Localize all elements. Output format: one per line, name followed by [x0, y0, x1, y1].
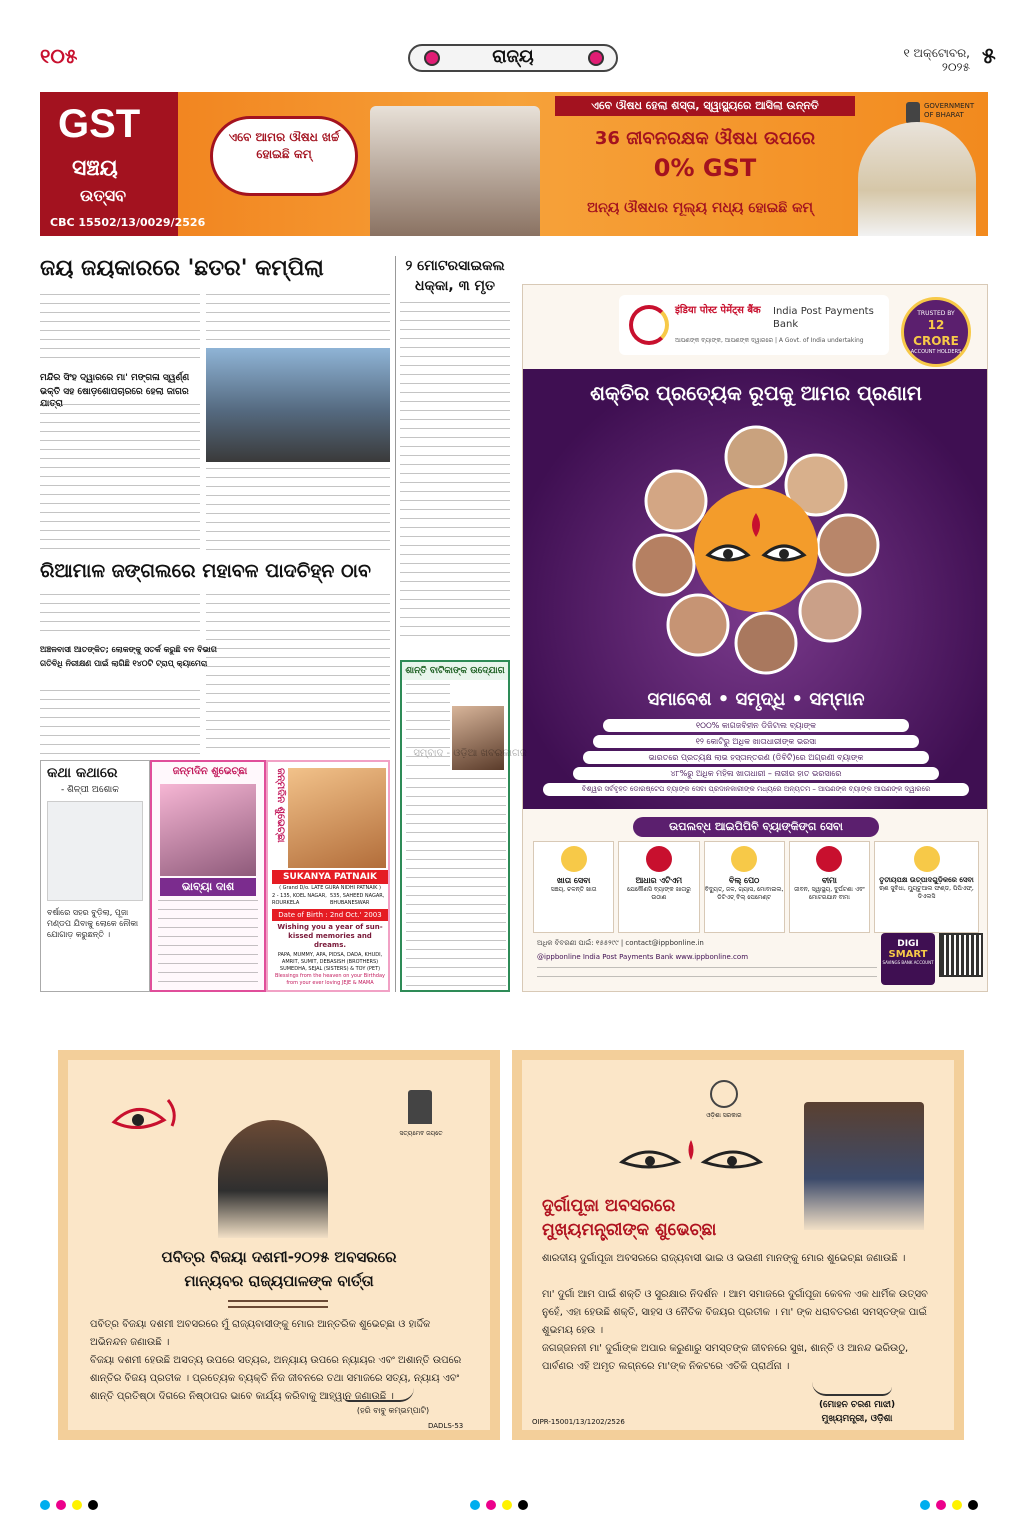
service-insurance: [789, 841, 870, 933]
service-name: ବିଲ୍ ପେଠ: [728, 876, 760, 885]
page-number: ୫: [982, 44, 996, 69]
reg-dot: [502, 1500, 512, 1510]
cm-emblem-caption: ଓଡ଼ିଶା ସରକାର: [706, 1112, 742, 1119]
bullet-camera: ଗତିବିଧି ନିରୀକ୍ଷଣ ପାଇଁ ଲାଗିଛି ୧୪୦ଟି ଟ୍ରାପ୍ କ୍ୟାମେରା: [40, 659, 208, 668]
cm-code: OIPR-15001/13/1202/2526: [532, 1418, 625, 1426]
gst-utsav: ଉତ୍ସବ: [80, 186, 127, 205]
governor-signature: (ହରି ବାବୁ କମ୍ଭମ୍ପାଟି): [356, 1406, 430, 1415]
portrait-1: [726, 427, 786, 487]
headline-motorcycle: ୨ ମୋଟରସାଇକଲ ଧକ୍କା, ୩ ମୃତ: [405, 258, 505, 294]
article-motorcycle-body: [400, 302, 510, 642]
cm-title-2: ମୁଖ୍ୟମନ୍ତ୍ରୀଙ୍କ ଶୁଭେଚ୍ଛା: [542, 1220, 717, 1240]
cm-para-2: ମା' ଦୁର୍ଗା ଆମ ପାଇଁ ଶକ୍ତି ଓ ସୁରକ୍ଷାର ନିଦର୍ଶନ । ଆମ ସମାଜରେ ଦୁର୍ଗାପୂଜା କେବଳ ଏକ ଧାର୍ମିକ ଉତ୍ସବ ନୁହେଁ, ଏହା ହେଉଛି ଶକ୍ତି, ସାହସ ଓ ନୈତିକ ବିଜୟର ପ୍ରତୀକ । ମା' ଙ୍କ ଧରାବତରଣ ସମସ୍ତଙ୍କ ପାଇଁ ଶୁଭମୟ ହେଉ ।: [542, 1289, 928, 1336]
section-dot-left: [424, 50, 440, 66]
stat-row: ୧୦୦% କାଗଜବିହୀନ ଡିଜିଟାଲ ବ୍ୟାଙ୍କ: [603, 719, 909, 732]
national-emblem-icon: [408, 1090, 432, 1124]
digi-smart-card: [881, 933, 935, 985]
article-chhatar-body-right-top: [206, 294, 390, 344]
durga-motif: [616, 415, 896, 685]
service-name: ତୃତୀୟପକ୍ଷ ଉତ୍ପାଦଗୁଡ଼ିକରେ ସେବା: [879, 876, 974, 884]
portrait-5: [736, 613, 796, 673]
cm-ad: [512, 1050, 964, 1440]
sukanya-wish: Wishing you a year of sun-kissed memories and dreams.: [277, 923, 383, 949]
cartoon-artist: - ଶିଳ୍ପୀ ଅଶୋକ: [61, 785, 119, 795]
birthday-name: ଭାବ୍ୟା ଦାଶ: [160, 878, 256, 896]
gst-pm-photo: [858, 122, 976, 236]
ippb-tagline: ଆପଣଙ୍କ ବ୍ୟାଙ୍କ, ଆପଣଙ୍କ ଦ୍ୱାରରେ | A Govt. of India undertaking: [675, 337, 864, 344]
emblem-caption: ସତ୍ୟମେବ ଜୟତେ: [399, 1130, 443, 1137]
cartoon-box: [40, 760, 150, 992]
article-riamal-body-left: [40, 594, 200, 638]
portrait-7: [634, 535, 694, 595]
cm-photo: [804, 1102, 924, 1230]
portrait-4: [800, 581, 860, 641]
ippb-logo-icon: [629, 305, 669, 345]
cm-para-3: ଜଗଜ୍ଜନନୀ ମା' ଦୁର୍ଗାଙ୍କ ଅପାର କରୁଣାରୁ ସମସ୍ତଙ୍କ ଜୀବନରେ ସୁଖ, ଶାନ୍ତି ଓ ଆନନ୍ଦ ଭରିଉଠୁ, ପାର୍ବଣର ଏହି ଅମୃତ ଲଗ୍ନରେ ମା'ଙ୍କ ନିକଟରେ ଏତିକି ପ୍ରାର୍ଥନା ।: [542, 1343, 909, 1372]
article-riamal-body-right: [206, 594, 390, 754]
governor-photo: [218, 1120, 328, 1238]
bullet-swarna: ମନ୍ଦିର ସିଂହ ଦ୍ୱାରରେ ମା' ମଙ୍ଗଳା ସ୍ୱର୍ଣ୍ଣ: [40, 373, 190, 383]
vertical-wish: ଜନ୍ମଦିନ ଶୁଭେଚ୍ଛା: [275, 768, 286, 843]
badge-holders: ACCOUNT HOLDERS: [910, 349, 962, 355]
masthead: [0, 0, 1024, 80]
bullet-jagar: ଭକ୍ତି ସହ ଷୋଡ଼ଶୋପଚାରରେ ହେଲା ଜାଗର ଯାତ୍ରା: [40, 387, 189, 409]
headline-chhatar: ଜୟ ଜୟକାରରେ 'ଛତର' କମ୍ପିଲା: [40, 256, 324, 281]
governor-code: DADLS-53: [428, 1422, 464, 1430]
qr-code-icon[interactable]: [939, 933, 983, 977]
service-name: ଖାତା ସେବା: [556, 876, 591, 885]
birthday-photo: [160, 784, 256, 876]
reg-dot: [968, 1500, 978, 1510]
shanti-body-top: [406, 684, 450, 774]
article-chhatar-body-right: [206, 468, 390, 552]
gov-label: GOVERNMENT OF BHARAT: [924, 102, 975, 119]
headline-riamal: ରିଆମାଳ ଜଙ୍ଗଲରେ ମହାବଳ ପାଦଚିହ୍ନ ଠାବ: [40, 560, 371, 582]
column-rule: [395, 256, 396, 992]
smart-label: SMART: [888, 949, 928, 960]
durga-pupil-right: [779, 549, 789, 559]
sukanya-addr1: 2 - 135, KOEL NAGAR, ROURKELA: [272, 893, 327, 906]
service-desc: ବିଦ୍ୟୁତ୍, ଜଳ, ଗ୍ୟାସ, ମୋବାଇଲ, ଡିଟିଏଚ୍ ବିଲ୍ ପେମେଣ୍ଟ: [704, 886, 784, 901]
cartoon-illustration: [47, 801, 143, 901]
ippb-trusted-badge: [901, 297, 971, 367]
gst-zero: 0% GST: [653, 154, 757, 182]
portrait-6: [668, 595, 728, 655]
ippb-ad: [522, 284, 988, 992]
service-account: [533, 841, 614, 933]
savings-label: SAVINGS BANK ACCOUNT: [882, 960, 934, 965]
governor-para-1: ପବିତ୍ର ବିଜୟା ଦଶମୀ ଅବସରରେ ମୁଁ ରାଜ୍ୟବାସୀଙ୍କୁ ମୋର ଆନ୍ତରିକ ଶୁଭେଚ୍ଛା ଓ ହାର୍ଦ୍ଦିକ ଅଭିନନ୍ଦନ ଜଣାଉଛି ।: [90, 1319, 431, 1348]
reg-dot: [518, 1500, 528, 1510]
portrait-3: [818, 515, 878, 575]
stat-row: ଭାରତରେ ପ୍ରତ୍ୟକ୍ଷ ଲାଭ ହସ୍ତାନ୍ତରଣ (ଡିବିଟି)ରେ ଅଗ୍ରଣୀ ବ୍ୟାଙ୍କ: [583, 751, 929, 764]
wallet-icon: [561, 846, 587, 872]
sukanya-family: PAPA, MUMMY, APA, PIDSA, DADA, KHUDI, AMRIT, SUMIT, DEBASISH (BROTHERS) SUMEDHA, SEJAL (SISTERS) & TOY (PET): [277, 952, 383, 972]
article-chhatar-body-left-2: [40, 404, 200, 552]
stat-row: ୧୨ କୋଟିରୁ ଅଧିକ ଖାତାଧାରୀଙ୍କ ଭରସା: [593, 735, 919, 748]
paper-logo: ୧୦୫: [40, 44, 78, 68]
badge-trusted: TRUSTED BY: [917, 310, 955, 317]
ippb-fineprint: [537, 967, 877, 985]
registration-marks-right: [920, 1500, 978, 1510]
gst-ad: [40, 92, 988, 236]
registration-marks-left: [40, 1500, 98, 1510]
gst-bottom-line: ଅନ୍ୟ ଔଷଧର ମୂଲ୍ୟ ମଧ୍ୟ ହୋଇଛି କମ୍: [587, 200, 813, 216]
birthday-title: ଜନ୍ମଦିନ ଶୁଭେଚ୍ଛା: [172, 766, 248, 777]
governor-ad: [58, 1050, 500, 1440]
article-riamal-body-left-2: [40, 690, 200, 754]
ippb-services-title: ଉପଲବ୍ଧ ଆଇପିପିବି ବ୍ୟାଙ୍କିଙ୍ଗ ସେବା: [633, 817, 879, 837]
cm-signature: (ମୋହନ ଚରଣ ମାଝୀ): [818, 1400, 896, 1410]
gst-top-banner: ଏବେ ଔଷଧ ହେଲା ଶସ୍ତା, ସ୍ୱାସ୍ଥ୍ୟରେ ଆସିଲା ଉନ୍ନତି: [555, 96, 855, 116]
service-desc: ଯେକୌଣସି ବ୍ୟାଙ୍କ ଖାତାରୁ ଉଠାଣ: [627, 886, 691, 901]
sukanya-photo: [288, 768, 386, 868]
umbrella-icon: [816, 846, 842, 872]
ippb-contact: ଅଧିକ ବିବରଣୀ ପାଇଁ: ୧୫୫୨୯୯ | contact@ippbonline.in: [537, 939, 704, 947]
ippb-brand-hi: इंडिया पोस्ट पेमेंट्स बैंक: [675, 305, 761, 316]
digi-label: DIGI: [897, 939, 919, 949]
birthday-box: [150, 760, 266, 992]
portrait-8: [646, 471, 706, 531]
date-line-1: ୧ ଅକ୍ଟୋବର,: [903, 46, 970, 60]
reg-dot: [952, 1500, 962, 1510]
store-icon: [914, 846, 940, 872]
service-third-party: [874, 841, 979, 933]
sukanya-blessing: Blessings from the heaven on your Birthday from your ever loving JEJE & MAMA: [274, 973, 385, 986]
stat-row: ବିଶ୍ୱର ସର୍ବବୃହତ ଡୋରଷ୍ଟେପ ବ୍ୟାଙ୍କ ସେବା ପ୍ରଦାନକାରୀଙ୍କ ମଧ୍ୟରେ ଅନ୍ୟତମ – ଆପଣଙ୍କ ବ୍ୟାଙ୍କ ଆପଣଙ୍କ ଦ୍ୱାରରେ: [543, 783, 969, 796]
section-dot-right: [588, 50, 604, 66]
reg-dot: [72, 1500, 82, 1510]
governor-para-2: ବିଜୟା ଦଶମୀ ହେଉଛି ଅସତ୍ୟ ଉପରେ ସତ୍ୟର, ଅନ୍ୟାୟ ଉପରେ ନ୍ୟାୟର ଏବଂ ଅଶାନ୍ତି ଉପରେ ଶାନ୍ତିର ବିଜୟ ପ୍ରତୀକ । ପ୍ରତ୍ୟେକ ବ୍ୟକ୍ତି ନିଜ ଜୀବନରେ ତଥା ସମାଜରେ ସତ୍ୟ, ନ୍ୟାୟ ଏବଂ ଶାନ୍ତି ପ୍ରତିଷ୍ଠା ଦିଗରେ ନିଷ୍ଠାପର ଭାବେ କାର୍ଯ୍ୟ କରିବାକୁ ଆହ୍ୱାନ ଜଣାଉଛି ।: [90, 1355, 462, 1402]
reg-dot: [920, 1500, 930, 1510]
cartoon-title: କଥା କଥାରେ: [47, 765, 118, 781]
reg-dot: [470, 1500, 480, 1510]
reg-dot: [88, 1500, 98, 1510]
governor-title-2: ମାନ୍ୟବର ରାଜ୍ୟପାଳଙ୍କ ବାର୍ତ୍ତା: [184, 1272, 374, 1290]
watermark: ସମ୍ବାଦ - ଓଡ଼ିଆ ଖବରକାଗଜ: [413, 748, 527, 759]
governor-title-1: ପବିତ୍ର ବିଜୟା ଦଶମୀ-୨୦୨୫ ଅବସରରେ: [161, 1248, 397, 1266]
birthday-details: [158, 900, 258, 988]
service-aadhaar: [618, 841, 699, 933]
service-name: ଆଧାର ଏଟିଏମ: [635, 876, 683, 885]
stat-row: ୪୮%ରୁ ଅଧିକ ମହିଳା ଖାତାଧାରୀ – ନାରୀର ହାତ ଭରସାରେ: [573, 767, 939, 780]
sukanya-parent: ( Grand D/o. LATE GURA NIDHI PATNAIK ): [279, 885, 381, 891]
governor-signature-icon: [344, 1388, 414, 1402]
sukanya-dob: Date of Birth : 2nd Oct.' 2003: [272, 909, 388, 921]
gst-main-line: 36 ଜୀବନରକ୍ଷକ ଔଷଧ ଉପରେ: [594, 128, 816, 149]
service-bill: [704, 841, 785, 933]
bill-icon: [731, 846, 757, 872]
gst-sanchay: ସଞ୍ଚୟ: [72, 156, 118, 181]
chhatar-photo: [206, 348, 390, 462]
gst-couple-photo: [370, 106, 540, 236]
ippb-headline: ଶକ୍ତିର ପ୍ରତ୍ୟେକ ରୂପକୁ ଆମର ପ୍ରଣାମ: [590, 381, 922, 405]
reg-dot: [486, 1500, 496, 1510]
service-desc: ସଞ୍ଚୟ, ଚଳନ୍ତି ଖାତା: [550, 886, 597, 893]
article-chhatar-body-left: [40, 294, 200, 366]
gst-text: GST: [58, 102, 141, 146]
reg-dot: [40, 1500, 50, 1510]
badge-crore: 12 CRORE: [913, 318, 959, 348]
cm-para-1: ଶାରଦୀୟ ଦୁର୍ଗାପୂଜା ଅବସରରେ ରାଜ୍ୟବାସୀ ଭାଇ ଓ ଭଉଣୀ ମାନଙ୍କୁ ମୋର ଶୁଭେଚ୍ଛା ଜଣାଉଛି ।: [542, 1253, 906, 1264]
durga-pupil-left: [723, 549, 733, 559]
bullet-atanka: ଅଞ୍ଚଳବାସୀ ଆତଙ୍କିତ; ଲୋକଙ୍କୁ ସତର୍କ କରୁଛି ବନ ବିଭାଗ: [40, 645, 217, 654]
date-line-2: ୨୦୨୫: [941, 60, 970, 74]
gov-emblem-icon: [906, 102, 920, 124]
service-desc: ଜୀବନ, ସ୍ୱାସ୍ଥ୍ୟ, ଦୁର୍ଘଟଣା ଏବଂ ମୋଟରଯାନ ବୀମା: [794, 886, 865, 901]
cm-signature-icon: [812, 1382, 892, 1396]
ippb-values: ସମାବେଶ • ସମୃଦ୍ଧି • ସମ୍ମାନ: [647, 689, 865, 710]
cartoon-caption: ବର୍ଷାରେ ସହର ବୁଡ଼ିଲା, ପୂଜା ମଣ୍ଡପ ଯିବାକୁ ଲୋକେ ନୌକା ଯୋଗାଡ଼ କରୁଛନ୍ତି ।: [47, 908, 139, 939]
reg-dot: [936, 1500, 946, 1510]
gst-cbc: CBC 15502/13/0029/2526: [50, 216, 206, 229]
sukanya-addr2: 535, SAHEED NAGAR, BHUBANESWAR: [330, 893, 385, 906]
ippb-brand-en: India Post Payments Bank: [773, 306, 874, 330]
shanti-photo: [452, 706, 504, 770]
registration-marks-center: [470, 1500, 528, 1510]
ippb-stats: [553, 719, 959, 799]
reg-dot: [56, 1500, 66, 1510]
gst-speech-bubble: ଏବେ ଆମର ଔଷଧ ଖର୍ଚ୍ଚ ହୋଇଛି କମ୍: [210, 116, 358, 196]
section-label: ରାଜ୍ୟ: [492, 46, 534, 67]
ippb-services: [533, 841, 979, 933]
ippb-social: @ippbonline India Post Payments Bank www.ippbonline.com: [537, 953, 749, 961]
sukanya-name: SUKANYA PATNAIK: [272, 870, 388, 884]
service-name: ବୀମା: [821, 876, 837, 885]
fingerprint-icon: [646, 846, 672, 872]
ornament-divider: [228, 1300, 328, 1308]
durga-eye-motif: [108, 1090, 198, 1150]
shanti-body: [406, 778, 506, 986]
durga-eyes-motif: [616, 1134, 766, 1184]
cm-designation: ମୁଖ୍ୟମନ୍ତ୍ରୀ, ଓଡ଼ିଶା: [821, 1414, 893, 1424]
sukanya-box: [266, 760, 390, 992]
cm-title-1: ଦୁର୍ଗାପୂଜା ଅବସରରେ: [542, 1196, 676, 1216]
shanti-box: [400, 660, 510, 992]
shanti-title: ଶାନ୍ତି ବାଟିକାଙ୍କ ଉଦ୍ଯୋଗ: [402, 662, 508, 680]
odisha-emblem-icon: [710, 1080, 738, 1108]
service-desc: ଋଣ ସୁବିଧା, ମ୍ୟୁଚୁଆଲ ଫଣ୍ଡ, ପିପିଏଫ୍, ଡିଏଲସି: [879, 885, 974, 900]
